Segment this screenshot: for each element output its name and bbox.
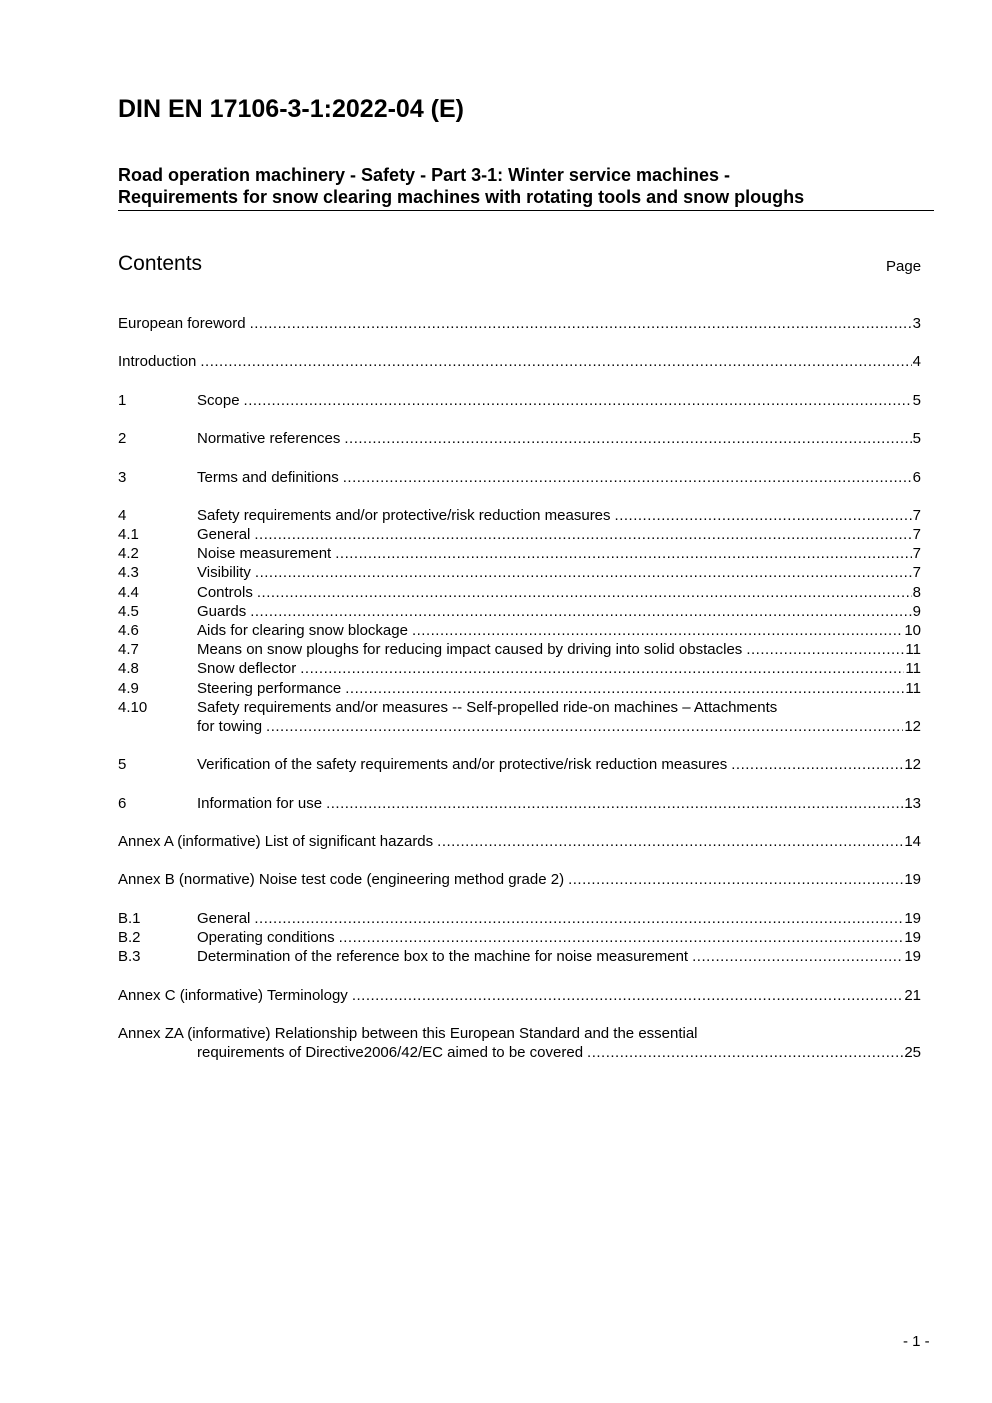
toc-dot-leader [568, 870, 903, 889]
toc-dot-leader [254, 525, 911, 544]
toc-entry[interactable] [118, 563, 921, 582]
toc-entry-title: Safety requirements and/or measures -- Self-propelled ride-on machines – Attachments [197, 698, 778, 716]
toc-entry[interactable] [118, 506, 921, 525]
toc-entry[interactable] [118, 870, 921, 889]
toc-entry-page: 6 [912, 468, 921, 486]
toc-entry-number: B.1 [118, 909, 141, 927]
toc-entry-continuation[interactable] [118, 1043, 921, 1062]
toc-entry-title: Aids for clearing snow blockage [197, 622, 408, 639]
title-rule [118, 210, 934, 211]
toc-entry-page: 12 [904, 756, 921, 774]
toc-dot-leader [266, 717, 903, 736]
toc-entry-number: 4.7 [118, 641, 139, 659]
toc-entry[interactable] [118, 755, 921, 774]
toc-entry-number: 4.3 [118, 564, 139, 582]
toc-entry-page: 3 [912, 315, 921, 332]
toc-entry-page: 7 [912, 545, 921, 563]
toc-entry[interactable] [118, 909, 921, 928]
toc-entry[interactable] [118, 1024, 921, 1043]
toc-entry-number: 4.8 [118, 660, 139, 678]
toc-entry-title: Guards [197, 602, 247, 620]
toc-dot-leader [345, 679, 904, 698]
toc-entry-title: Snow deflector [197, 660, 297, 678]
toc-entry-title: Annex B (normative) Noise test code (engineering method grade 2) [118, 871, 565, 889]
toc-entry-title: Introduction [118, 353, 197, 371]
toc-entry-title: Annex A (informative) List of significant hazards [118, 833, 434, 851]
toc-entry[interactable] [118, 679, 921, 698]
toc-entry-page: 11 [905, 641, 921, 659]
toc-entry-page: 5 [912, 430, 921, 448]
toc-entry-page: 8 [912, 583, 921, 601]
toc-entry[interactable] [118, 621, 921, 640]
toc-entry-title: Terms and definitions [197, 468, 339, 486]
toc-entry[interactable] [118, 832, 921, 851]
toc-dot-leader [250, 314, 912, 333]
toc-entry-title-continued: for towing [197, 717, 263, 735]
toc-entry[interactable] [118, 468, 921, 487]
toc-entry[interactable] [118, 525, 921, 544]
toc-entry-page: 19 [904, 929, 921, 946]
toc-entry-page: 4 [912, 353, 921, 371]
toc-entry-number: 4.10 [118, 698, 148, 716]
toc-dot-leader [335, 544, 911, 563]
toc-entry[interactable] [118, 429, 921, 448]
toc-entry-title: Annex C (informative) Terminology [118, 986, 348, 1004]
toc-entry-number: 4.4 [118, 583, 139, 601]
toc-dot-leader [746, 640, 904, 659]
table-of-contents [118, 314, 921, 1062]
toc-entry[interactable] [118, 986, 921, 1005]
toc-entry-title: Means on snow ploughs for reducing impact caused by driving into solid obstacles [197, 641, 743, 659]
toc-entry-page: 12 [904, 717, 921, 735]
toc-entry-page: 13 [904, 794, 921, 812]
toc-entry[interactable] [118, 659, 921, 678]
page-number-footer: - 1 - [903, 1333, 930, 1350]
toc-dot-leader [250, 602, 911, 621]
title-line-1: Road operation machinery - Safety - Part 3-1: Winter service machines - [118, 165, 731, 185]
toc-dot-leader [326, 794, 903, 813]
toc-entry-page: 5 [912, 391, 921, 409]
toc-dot-leader [437, 832, 903, 851]
toc-entry-page: 19 [904, 948, 921, 966]
toc-entry-title: European foreword [118, 315, 246, 332]
toc-entry-number: 4.9 [118, 679, 139, 697]
toc-dot-leader [343, 468, 912, 487]
toc-entry-page: 19 [904, 909, 921, 927]
toc-dot-leader [587, 1043, 903, 1062]
toc-entry[interactable] [118, 544, 921, 563]
toc-entry-title: General [197, 909, 251, 927]
toc-entry-number: 4.5 [118, 602, 139, 620]
toc-entry-number: 4.1 [118, 526, 139, 544]
toc-entry-title: Safety requirements and/or protective/risk reduction measures [197, 506, 611, 524]
toc-entry[interactable] [118, 352, 921, 371]
toc-dot-leader [412, 621, 903, 640]
toc-dot-leader [254, 909, 903, 928]
toc-entry-title-continued: requirements of Directive2006/42/EC aimed to be covered [197, 1044, 584, 1062]
toc-entry-number: 4.2 [118, 545, 139, 563]
toc-entry-number: 6 [118, 794, 127, 812]
page-column-heading: Page [886, 258, 922, 275]
toc-entry-number: 3 [118, 468, 127, 486]
toc-entry-number: 4 [118, 506, 127, 524]
toc-entry-page: 7 [912, 564, 921, 582]
toc-entry-title: Scope [197, 391, 240, 409]
toc-entry-title: Annex ZA (informative) Relationship between this European Standard and the essential [118, 1024, 698, 1042]
toc-entry-title: Noise measurement [197, 545, 332, 563]
toc-entry-title: Determination of the reference box to the machine for noise measurement [197, 948, 689, 966]
toc-entry-page: 7 [912, 506, 921, 524]
toc-entry-page: 25 [904, 1044, 921, 1062]
toc-entry-page: 11 [905, 679, 921, 697]
toc-entry-title: Steering performance [197, 679, 342, 697]
toc-dot-leader [300, 659, 904, 678]
toc-dot-leader [255, 563, 912, 582]
toc-entry[interactable] [118, 602, 921, 621]
toc-entry-title: General [197, 526, 251, 544]
toc-entry[interactable] [118, 698, 921, 717]
document-id: DIN EN 17106-3-1:2022-04 (E) [118, 95, 464, 123]
toc-entry-page: 11 [905, 660, 921, 678]
toc-entry-title: Operating conditions [197, 929, 335, 946]
toc-entry[interactable] [118, 794, 921, 813]
toc-dot-leader [200, 352, 911, 371]
toc-entry-page: 10 [904, 622, 921, 639]
toc-entry-title: Normative references [197, 430, 341, 448]
toc-dot-leader [692, 947, 903, 966]
toc-entry-page: 19 [904, 871, 921, 889]
toc-entry-page: 21 [904, 986, 921, 1004]
toc-entry[interactable] [118, 640, 921, 659]
toc-entry-title: Visibility [197, 564, 251, 582]
toc-entry-title: Controls [197, 583, 253, 601]
contents-heading: Contents [118, 252, 203, 275]
toc-entry[interactable] [118, 314, 921, 333]
document-title [118, 164, 934, 208]
toc-entry-page: 7 [912, 526, 921, 544]
title-line-2: Requirements for snow clearing machines with rotating tools and snow ploughs [118, 187, 805, 207]
toc-entry-number: B.3 [118, 948, 141, 966]
toc-dot-leader [339, 928, 904, 947]
toc-entry-page: 14 [904, 833, 921, 851]
toc-entry-continuation[interactable] [118, 717, 921, 736]
toc-entry[interactable] [118, 391, 921, 410]
toc-entry-title: Verification of the safety requirements and/or protective/risk reduction measures [197, 756, 728, 774]
toc-dot-leader [244, 391, 912, 410]
toc-entry-number: 4.6 [118, 622, 139, 639]
toc-dot-leader [615, 506, 912, 525]
toc-entry[interactable] [118, 928, 921, 947]
toc-entry-number: 2 [118, 430, 127, 448]
toc-entry-number: 1 [118, 391, 127, 409]
toc-entry[interactable] [118, 947, 921, 966]
toc-entry-number: 5 [118, 756, 127, 774]
toc-entry-number: B.2 [118, 929, 141, 946]
toc-dot-leader [344, 429, 911, 448]
toc-dot-leader [352, 986, 904, 1005]
toc-entry-page: 9 [912, 602, 921, 620]
toc-dot-leader [257, 583, 912, 602]
toc-dot-leader [731, 755, 903, 774]
toc-entry[interactable] [118, 583, 921, 602]
toc-entry-title: Information for use [197, 794, 323, 812]
